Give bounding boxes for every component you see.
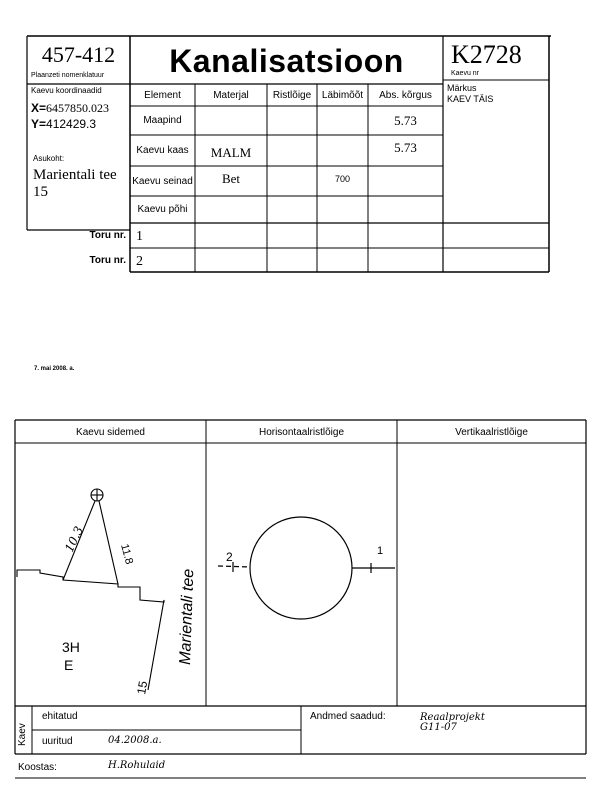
footer-surveyed-value: 04.2008.a. [108,735,162,746]
location-line-2: 15 [33,184,48,200]
footer-source-label: Andmed saadud: [310,711,386,722]
pipe-line-2 [218,566,250,567]
building-outline [17,570,164,690]
tie-distance-left: 10.3 [62,524,87,555]
street-name: Marientali tee [177,568,198,666]
pipe-number-2: 2 [136,254,143,269]
well-number: K2728 [451,40,522,69]
tie-sketch [17,489,164,690]
well-circle [250,517,352,619]
tie-line-right [99,501,118,584]
coordinate-x-value: 6457850.023 [46,101,110,115]
row-kaevu-seinad-material: Bet [221,171,241,186]
building-label-line-1: 3H [62,639,80,655]
corner-number: 15 [134,679,151,696]
footer-author-label: Koostas: [18,762,57,773]
col-header-element: Element [144,89,181,101]
sheet-number: 457-412 [41,42,116,67]
row-kaevu-kaas-material: MALM [210,144,252,160]
col-title-vertical: Vertikaalristlõige [455,426,528,438]
location-line-1: Marientali tee [33,167,117,183]
location-label: Asukoht: [33,154,65,163]
footer-side-label: Kaev [17,723,28,746]
row-maapind-abs-height: 5.73 [394,112,417,128]
remarks-label: Märkus [447,83,477,93]
row-kaevu-kaas-abs-height: 5.73 [394,139,417,155]
well-number-label: Kaevu nr [451,70,480,77]
col-header-abs-height: Abs. kõrgus [379,89,432,101]
horizontal-section [218,517,395,619]
coordinate-y [31,117,96,131]
footer-source-value [420,713,485,733]
remarks-value: KAEV TÄIS [447,94,494,104]
tie-distance-right: 11.8 [118,542,136,566]
row-kaevu-seinad-diameter: 700 [334,174,351,184]
pipe-marker-2: 2 [226,550,233,564]
footer-surveyed-label: uuritud [42,736,73,747]
footer-built-label: ehitatud [42,711,78,722]
pipe-label-1: Toru nr. [89,230,126,241]
col-header-material: Materjal [213,89,249,101]
row-element-kaevu-kaas: Kaevu kaas [136,145,189,156]
location-value [33,167,117,201]
coordinate-y-value: 412429.3 [46,117,97,131]
coordinate-y-label: Y= [31,117,47,131]
coordinate-x [31,101,109,116]
sheet-number-label: Plaanzeti nomenklatuur [31,72,105,79]
pipe-marker-1: 1 [377,545,384,557]
col-header-cross-section: Ristlõige [272,89,312,101]
col-title-horizontal: Horisontaalristlõige [258,426,345,438]
row-element-kaevu-pohi: Kaevu põhi [137,204,188,215]
document-date: 7. mai 2008. a. [34,366,75,372]
pipe-label-2: Toru nr. [89,255,126,266]
col-title-ties: Kaevu sidemed [76,426,145,438]
footer-source-line-1: Reaalprojekt [420,712,485,723]
sketch-grid [0,405,611,796]
footer-author-value: H.Rohulaid [108,760,166,771]
pipe-number-1: 1 [136,229,143,244]
page-title: Kanalisatsioon [169,42,404,79]
building-label-line-2: E [64,657,74,673]
row-element-maapind: Maapind [143,115,182,126]
row-element-kaevu-seinad: Kaevu seinad [132,175,193,187]
footer-source-line-2: G11-07 [420,722,457,733]
coordinates-label: Kaevu koordinaadid [31,86,102,95]
col-header-diameter: Läbimõõt [321,89,364,101]
coordinate-x-label: X= [31,101,47,115]
